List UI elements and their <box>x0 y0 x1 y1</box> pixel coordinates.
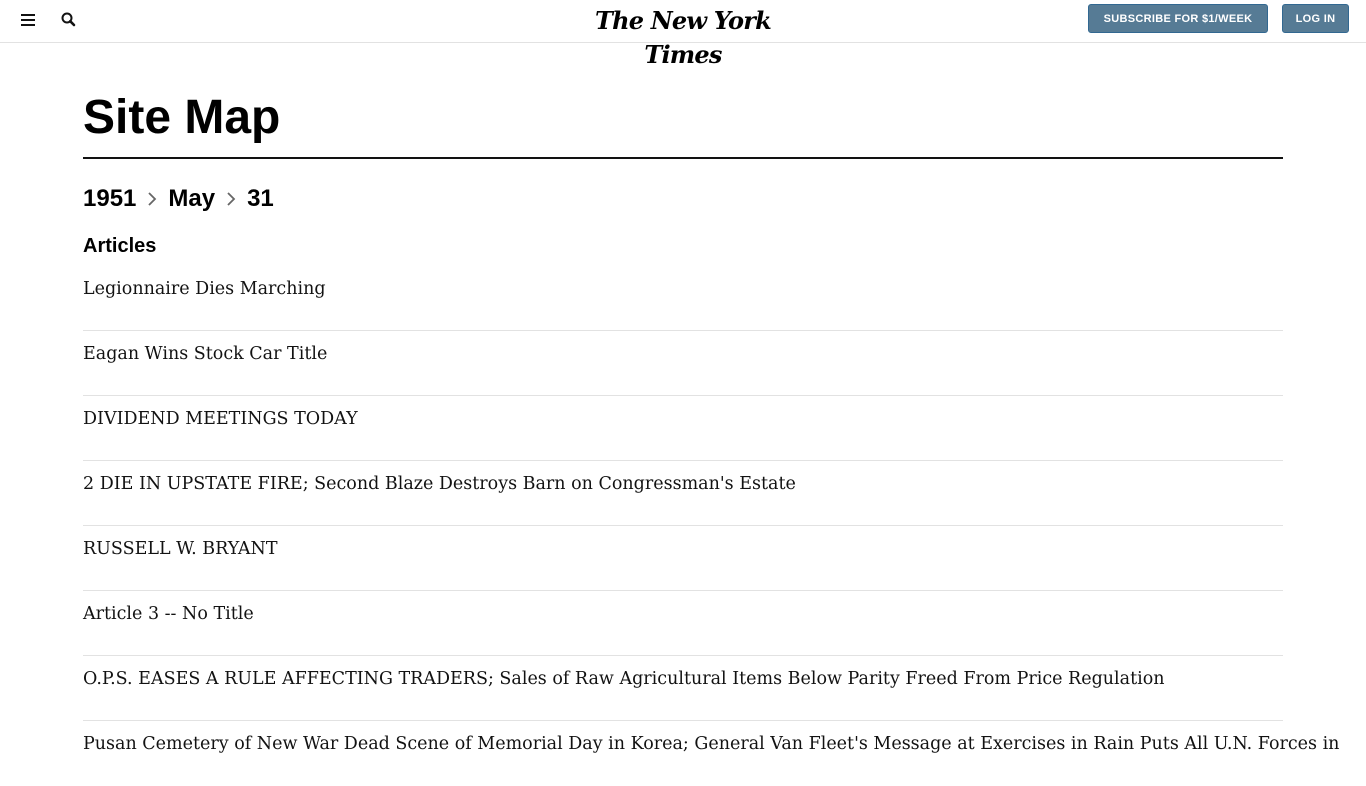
login-button[interactable]: LOG IN <box>1282 4 1349 33</box>
list-item <box>83 721 1340 786</box>
article-link[interactable]: Eagan Wins Stock Car Title <box>83 344 328 364</box>
top-bar <box>0 0 1366 69</box>
article-link[interactable]: Article 3 -- No Title <box>83 604 254 624</box>
list-item <box>83 272 1283 331</box>
article-link[interactable]: Pusan Cemetery of New War Dead Scene of Memorial Day in Korea; General Van Fleet's Message at Exercises in Rain Puts All U.N. Forces in <box>83 734 1340 754</box>
list-item <box>83 461 1283 526</box>
breadcrumb <box>83 184 1283 214</box>
article-link[interactable]: 2 DIE IN UPSTATE FIRE; Second Blaze Destroys Barn on Congressman's Estate <box>83 474 796 494</box>
list-item <box>83 331 1283 396</box>
breadcrumb-year[interactable]: 1951 <box>83 185 137 212</box>
menu-line <box>21 14 35 16</box>
chevron-right-icon <box>221 189 241 209</box>
hamburger-menu-icon[interactable] <box>16 9 40 31</box>
chevron-right-icon <box>142 189 162 209</box>
menu-line <box>21 19 35 21</box>
list-item <box>83 396 1283 461</box>
article-link[interactable]: Legionnaire Dies Marching <box>83 279 326 299</box>
subscribe-button[interactable]: SUBSCRIBE FOR $1/WEEK <box>1088 4 1268 33</box>
nyt-logo[interactable]: The New York Times <box>595 6 771 69</box>
section-heading-articles: Articles <box>83 235 157 257</box>
list-item <box>83 656 1283 721</box>
main-content <box>83 43 1340 786</box>
article-link[interactable]: RUSSELL W. BRYANT <box>83 539 278 559</box>
search-icon[interactable] <box>58 9 80 31</box>
page-title: Site Map <box>83 90 1283 159</box>
search-icon-svg <box>58 9 80 31</box>
breadcrumb-month[interactable]: May <box>168 185 216 212</box>
list-item <box>83 526 1283 591</box>
article-list <box>83 272 1340 786</box>
article-link[interactable]: DIVIDEND MEETINGS TODAY <box>83 409 358 429</box>
article-link[interactable]: O.P.S. EASES A RULE AFFECTING TRADERS; Sales of Raw Agricultural Items Below Parity Freed From Price Regulation <box>83 669 1165 689</box>
menu-line <box>21 24 35 26</box>
list-item <box>83 591 1283 656</box>
breadcrumb-day: 31 <box>247 185 274 212</box>
